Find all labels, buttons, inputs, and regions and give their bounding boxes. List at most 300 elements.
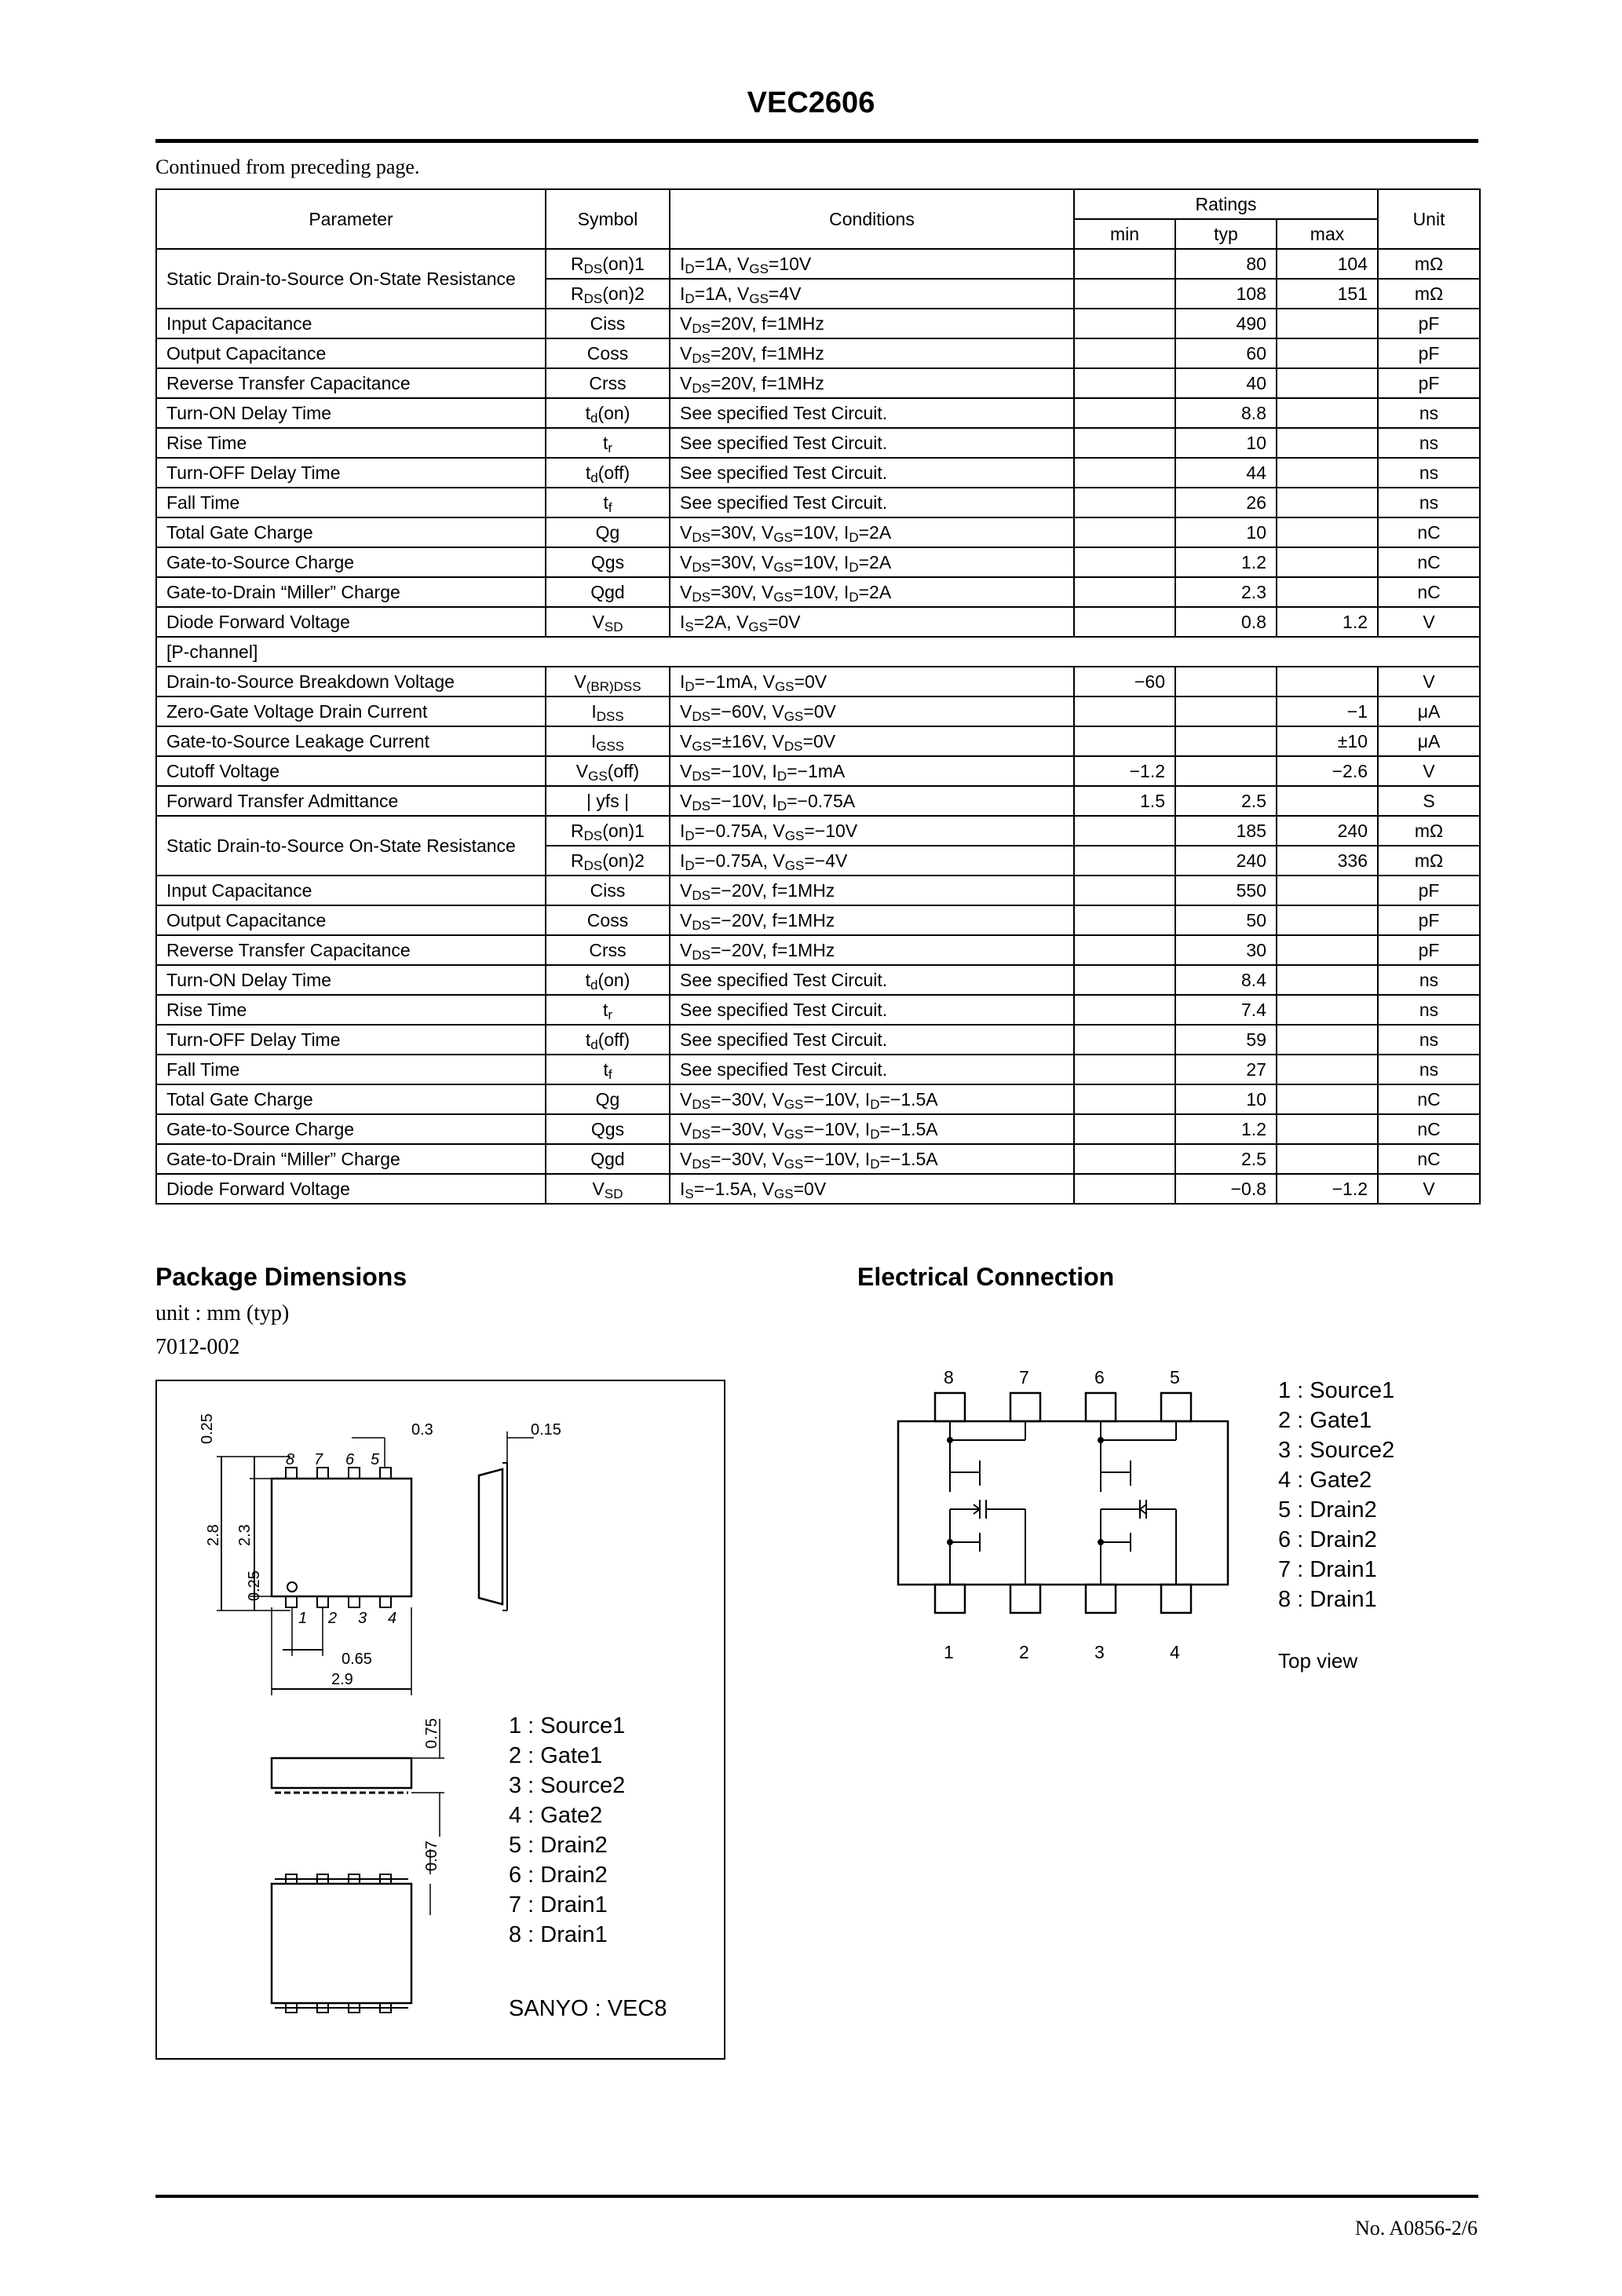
pin-label: 4 : Gate2 [509,1803,603,1828]
dim-label: 2.3 [236,1524,254,1546]
cell-unit: ns [1378,1025,1480,1055]
cell-min: −60 [1074,667,1175,696]
cell-conditions: See specified Test Circuit. [670,995,1074,1025]
cell-min [1074,279,1175,309]
cell-symbol: $R_{DS}(on)2$ [546,846,670,876]
cell-max [1277,905,1378,935]
cell-max [1277,398,1378,428]
cell-unit: μA [1378,726,1480,756]
cell-unit: pF [1378,905,1480,935]
cell-conditions: $V_{DS}=-10V$, $I_D=-1mA$ [670,756,1074,786]
cell-unit: pF [1378,368,1480,398]
mosfet-1-symbol [948,1421,1025,1585]
cell-conditions: See specified Test Circuit. [670,398,1074,428]
cell-symbol: $I_{DSS}$ [546,696,670,726]
cell-typ: 490 [1175,309,1277,338]
table-row [156,935,1480,965]
cell-min [1074,517,1175,547]
cell-min [1074,935,1175,965]
cell-unit: pF [1378,876,1480,905]
cell-typ: 240 [1175,846,1277,876]
cell-min [1074,249,1175,279]
lead [349,1468,360,1479]
table-row [156,338,1480,368]
cell-unit: V [1378,1174,1480,1204]
pin-label: 2 : Gate1 [509,1743,603,1768]
package-pin-list [509,1711,625,1950]
table-row [156,547,1480,577]
cell-max [1277,935,1378,965]
cell-min: 1.5 [1074,786,1175,816]
cell-unit: mΩ [1378,249,1480,279]
pin-number: 7 [314,1451,323,1468]
cell-min [1074,876,1175,905]
package-unit: unit : mm (typ) [155,1301,290,1325]
cell-unit: ns [1378,488,1480,517]
cell-conditions: $V_{DS}=-20V$, f=1MHz [670,876,1074,905]
cell-min [1074,1114,1175,1144]
cell-typ: 2.5 [1175,1144,1277,1174]
cell-unit: nC [1378,1144,1480,1174]
header-unit: Unit [1378,189,1480,249]
cell-conditions: $V_{DS}=-20V$, f=1MHz [670,935,1074,965]
cell-conditions: $V_{DS}=20V$, f=1MHz [670,338,1074,368]
cell-max [1277,1144,1378,1174]
cell-conditions: $I_S=-1.5A$, $V_{GS}=0V$ [670,1174,1074,1204]
cell-min [1074,995,1175,1025]
header-rule [155,139,1478,143]
pin-number: 3 [1094,1642,1105,1662]
table-row [156,517,1480,547]
cell-typ: 50 [1175,905,1277,935]
cell-max: 240 [1277,816,1378,846]
cell-max [1277,786,1378,816]
pin-pad [935,1393,965,1421]
cell-min [1074,368,1175,398]
cell-parameter: Turn-OFF Delay Time [156,458,546,488]
cell-symbol: | yfs | [546,786,670,816]
cell-unit: nC [1378,1114,1480,1144]
cell-parameter: Turn-OFF Delay Time [156,1025,546,1055]
cell-typ: 10 [1175,1084,1277,1114]
cell-conditions: $V_{DS}=-10V$, $I_D=-0.75A$ [670,786,1074,816]
cell-conditions: See specified Test Circuit. [670,428,1074,458]
cell-typ: 80 [1175,249,1277,279]
cell-unit: pF [1378,338,1480,368]
pin-number: 8 [944,1367,954,1387]
cell-unit: mΩ [1378,816,1480,846]
table-row [156,398,1480,428]
cell-max [1277,965,1378,995]
cell-typ: 0.8 [1175,607,1277,637]
pin-number: 5 [1170,1367,1180,1387]
cell-unit: nC [1378,547,1480,577]
cell-parameter: Gate-to-Source Charge [156,1114,546,1144]
cell-symbol: Crss [546,368,670,398]
pin-number: 6 [345,1451,355,1468]
cell-min: −1.2 [1074,756,1175,786]
pin-label: 7 : Drain1 [1278,1557,1377,1582]
cell-typ: 2.5 [1175,786,1277,816]
pin-label: 6 : Drain2 [1278,1527,1377,1552]
dim-label: 0.15 [531,1421,561,1439]
cell-min [1074,1174,1175,1204]
cell-unit: S [1378,786,1480,816]
cell-min [1074,1055,1175,1084]
cell-symbol: Qgs [546,1114,670,1144]
sanyo-package-name: SANYO : VEC8 [509,1996,667,2021]
cell-symbol: $V_{GS}(off)$ [546,756,670,786]
pin-label: 7 : Drain1 [509,1892,608,1918]
table-row [156,756,1480,786]
pin-label: 8 : Drain1 [509,1922,608,1947]
table-row [156,368,1480,398]
header-min: min [1074,219,1175,249]
cell-max: −1.2 [1277,1174,1378,1204]
cell-parameter: Forward Transfer Admittance [156,786,546,816]
cell-typ: 185 [1175,816,1277,846]
dim-label: 0.07 [423,1841,440,1871]
cell-min [1074,458,1175,488]
cell-conditions: $V_{DS}=-60V$, $V_{GS}=0V$ [670,696,1074,726]
cell-symbol: Qg [546,517,670,547]
cell-max [1277,428,1378,458]
cell-parameter: Gate-to-Source Leakage Current [156,726,546,756]
dim-label: 0.75 [423,1718,440,1749]
table-row [156,696,1480,726]
cell-min [1074,816,1175,846]
table-row [156,667,1480,696]
electrical-pin-list [1278,1376,1394,1614]
cell-min [1074,398,1175,428]
cell-parameter: Fall Time [156,1055,546,1084]
lead [380,1596,391,1607]
cell-typ: 8.8 [1175,398,1277,428]
cell-typ: −0.8 [1175,1174,1277,1204]
cell-min [1074,607,1175,637]
cell-conditions: $I_D=-1mA$, $V_{GS}=0V$ [670,667,1074,696]
table-row [156,786,1480,816]
cell-min [1074,905,1175,935]
cell-max: ±10 [1277,726,1378,756]
section-label: [P-channel] [156,637,1480,667]
cell-unit: pF [1378,309,1480,338]
cell-conditions: $V_{DS}=-30V$, $V_{GS}=-10V$, $I_D=-1.5A$ [670,1114,1074,1144]
cell-symbol: Qgd [546,1144,670,1174]
cell-typ: 1.2 [1175,547,1277,577]
table-row [156,488,1480,517]
cell-parameter: Zero-Gate Voltage Drain Current [156,696,546,726]
cell-max [1277,1084,1378,1114]
cell-conditions: $V_{DS}=-30V$, $V_{GS}=-10V$, $I_D=-1.5A$ [670,1144,1074,1174]
cell-parameter: Cutoff Voltage [156,756,546,786]
cell-typ: 30 [1175,935,1277,965]
table-row [156,577,1480,607]
table-row [156,309,1480,338]
cell-typ: 44 [1175,458,1277,488]
pin-pad [1010,1585,1040,1613]
table-row [156,1055,1480,1084]
pin-number: 1 [298,1610,308,1627]
cell-parameter: Turn-ON Delay Time [156,398,546,428]
cell-symbol: $V_{(BR)DSS}$ [546,667,670,696]
cell-unit: mΩ [1378,279,1480,309]
top-view-label: Top view [1278,1649,1358,1673]
cell-symbol: Qgd [546,577,670,607]
cell-typ: 60 [1175,338,1277,368]
pin-number: 5 [371,1451,380,1468]
table-row [156,1025,1480,1055]
cell-unit: mΩ [1378,846,1480,876]
ic-body [898,1421,1228,1585]
cell-conditions: $V_{DS}=20V$, f=1MHz [670,309,1074,338]
cell-typ: 10 [1175,517,1277,547]
cell-unit: ns [1378,965,1480,995]
pin-label: 4 : Gate2 [1278,1468,1372,1493]
cell-min [1074,965,1175,995]
dim-label: 2.8 [205,1524,222,1546]
cell-symbol: Crss [546,935,670,965]
cell-min [1074,547,1175,577]
cell-conditions: See specified Test Circuit. [670,458,1074,488]
cell-typ: 108 [1175,279,1277,309]
cell-symbol: Ciss [546,309,670,338]
cell-conditions: $V_{DS}=30V$, $V_{GS}=10V$, $I_D=2A$ [670,547,1074,577]
cell-conditions: See specified Test Circuit. [670,1055,1074,1084]
cell-max: −2.6 [1277,756,1378,786]
cell-max: 336 [1277,846,1378,876]
lead [380,1468,391,1479]
cell-max [1277,876,1378,905]
lead [349,1596,360,1607]
pin-label: 3 : Source2 [509,1773,626,1798]
cell-parameter: Static Drain-to-Source On-State Resistance [156,816,546,876]
lead [286,1468,297,1479]
cell-symbol: $t_f$ [546,1055,670,1084]
cell-parameter: Rise Time [156,995,546,1025]
cell-conditions: $V_{DS}=-20V$, f=1MHz [670,905,1074,935]
pin-pad [1086,1393,1116,1421]
pin1-marker [287,1582,297,1592]
dim-label: 0.65 [342,1651,372,1668]
pin-label: 6 : Drain2 [509,1863,608,1888]
cell-typ: 7.4 [1175,995,1277,1025]
cell-unit: pF [1378,935,1480,965]
package-body-top-view [272,1479,411,1596]
cell-symbol: $R_{DS}(on)2$ [546,279,670,309]
cell-unit: nC [1378,517,1480,547]
spec-table [155,188,1481,1205]
cell-unit: ns [1378,1055,1480,1084]
cell-max: 104 [1277,249,1378,279]
dim-label: 0.25 [246,1570,263,1601]
header-symbol: Symbol [546,189,670,249]
cell-parameter: Gate-to-Source Charge [156,547,546,577]
pin-number: 1 [944,1642,954,1662]
mosfet-2-symbol [1098,1421,1176,1585]
cell-min [1074,577,1175,607]
cell-max [1277,1114,1378,1144]
cell-max [1277,667,1378,696]
cell-conditions: $I_D=-0.75A$, $V_{GS}=-10V$ [670,816,1074,846]
table-row [156,607,1480,637]
package-code: 7012-002 [155,1335,240,1359]
table-row [156,1174,1480,1204]
lead [286,1596,297,1607]
cell-unit: V [1378,756,1480,786]
package-body-side-view [479,1469,502,1604]
pin-number: 2 [1019,1642,1029,1662]
cell-max [1277,309,1378,338]
package-drawing [157,1381,724,2058]
cell-max: −1 [1277,696,1378,726]
cell-max: 1.2 [1277,607,1378,637]
cell-conditions: $V_{DS}=30V$, $V_{GS}=10V$, $I_D=2A$ [670,517,1074,547]
table-row [156,726,1480,756]
table-row [156,965,1480,995]
cell-conditions: $I_S=2A$, $V_{GS}=0V$ [670,607,1074,637]
cell-parameter: Input Capacitance [156,876,546,905]
pin-number: 6 [1094,1367,1105,1387]
pin-number: 4 [1170,1642,1180,1662]
cell-max: 151 [1277,279,1378,309]
cell-typ: 1.2 [1175,1114,1277,1144]
cell-min [1074,428,1175,458]
table-row [156,249,1480,279]
header-parameter: Parameter [156,189,546,249]
cell-max [1277,995,1378,1025]
table-row [156,1144,1480,1174]
cell-typ: 8.4 [1175,965,1277,995]
cell-typ [1175,756,1277,786]
cell-symbol: $t_d(off)$ [546,1025,670,1055]
cell-unit: V [1378,667,1480,696]
cell-typ: 2.3 [1175,577,1277,607]
cell-min [1074,1084,1175,1114]
cell-min [1074,1025,1175,1055]
cell-unit: V [1378,607,1480,637]
cell-symbol: Coss [546,338,670,368]
cell-typ: 59 [1175,1025,1277,1055]
cell-parameter: Reverse Transfer Capacitance [156,368,546,398]
pin-label: 2 : Gate1 [1278,1408,1372,1433]
cell-typ: 27 [1175,1055,1277,1084]
cell-symbol: Qg [546,1084,670,1114]
cell-max [1277,577,1378,607]
cell-max [1277,488,1378,517]
table-row [156,876,1480,905]
cell-unit: μA [1378,696,1480,726]
cell-parameter: Fall Time [156,488,546,517]
cell-symbol: $t_d(off)$ [546,458,670,488]
pin-label: 3 : Source2 [1278,1438,1395,1463]
cell-symbol: $R_{DS}(on)1$ [546,249,670,279]
cell-symbol: Ciss [546,876,670,905]
cell-typ: 550 [1175,876,1277,905]
table-row [156,905,1480,935]
dim-label: 0.25 [199,1413,216,1444]
cell-conditions: $I_D=1A$, $V_{GS}=4V$ [670,279,1074,309]
cell-conditions: See specified Test Circuit. [670,1025,1074,1055]
cell-parameter: Turn-ON Delay Time [156,965,546,995]
cell-unit: ns [1378,995,1480,1025]
dim-label: 2.9 [331,1671,353,1688]
pin-number: 2 [328,1610,338,1627]
pin-pad [1086,1585,1116,1613]
header-conditions: Conditions [670,189,1074,249]
document-number: No. A0856-2/6 [1355,2217,1478,2239]
pin-pad [1161,1585,1191,1613]
cell-symbol: $t_f$ [546,488,670,517]
lead [317,1596,328,1607]
lead [317,1468,328,1479]
cell-symbol: $V_{SD}$ [546,607,670,637]
electrical-connection-diagram [887,1351,1248,1680]
package-front-view [272,1758,411,1788]
pin-pad [1010,1393,1040,1421]
cell-unit: ns [1378,458,1480,488]
cell-conditions: See specified Test Circuit. [670,488,1074,517]
pin-number: 3 [358,1610,367,1627]
cell-unit: nC [1378,577,1480,607]
table-row [156,1114,1480,1144]
cell-conditions: $V_{DS}=30V$, $V_{GS}=10V$, $I_D=2A$ [670,577,1074,607]
footer-rule [155,2195,1478,2198]
cell-parameter: Output Capacitance [156,338,546,368]
cell-parameter: Reverse Transfer Capacitance [156,935,546,965]
cell-max [1277,517,1378,547]
header-typ: typ [1175,219,1277,249]
cell-parameter: Input Capacitance [156,309,546,338]
cell-typ [1175,667,1277,696]
header-max: max [1277,219,1378,249]
cell-parameter: Diode Forward Voltage [156,607,546,637]
cell-symbol: $t_d(on)$ [546,965,670,995]
pin-number: 4 [388,1610,397,1627]
pin-number: 8 [286,1451,295,1468]
cell-symbol: $t_r$ [546,428,670,458]
cell-parameter: Diode Forward Voltage [156,1174,546,1204]
table-row [156,428,1480,458]
table-row [156,1084,1480,1114]
pin-label: 1 : Source1 [1278,1378,1395,1403]
cell-parameter: Total Gate Charge [156,1084,546,1114]
continued-note: Continued from preceding page. [155,155,420,178]
cell-min [1074,488,1175,517]
cell-typ [1175,696,1277,726]
cell-unit: ns [1378,428,1480,458]
dim-label: 0.3 [411,1421,433,1439]
cell-max [1277,1025,1378,1055]
cell-parameter: Output Capacitance [156,905,546,935]
cell-unit: nC [1378,1084,1480,1114]
package-bottom-view [272,1884,411,2003]
cell-parameter: Gate-to-Drain “Miller” Charge [156,1144,546,1174]
cell-symbol: $t_d(on)$ [546,398,670,428]
cell-conditions: $I_D=1A$, $V_{GS}=10V$ [670,249,1074,279]
electrical-heading: Electrical Connection [857,1263,1115,1291]
table-section-row [156,637,1480,667]
cell-min [1074,309,1175,338]
cell-conditions: See specified Test Circuit. [670,965,1074,995]
cell-symbol: $R_{DS}(on)1$ [546,816,670,846]
cell-max [1277,338,1378,368]
cell-min [1074,1144,1175,1174]
page-title: VEC2606 [747,86,875,119]
pin-label: 5 : Drain2 [1278,1497,1377,1523]
cell-symbol: $t_r$ [546,995,670,1025]
pin-label: 5 : Drain2 [509,1833,608,1858]
